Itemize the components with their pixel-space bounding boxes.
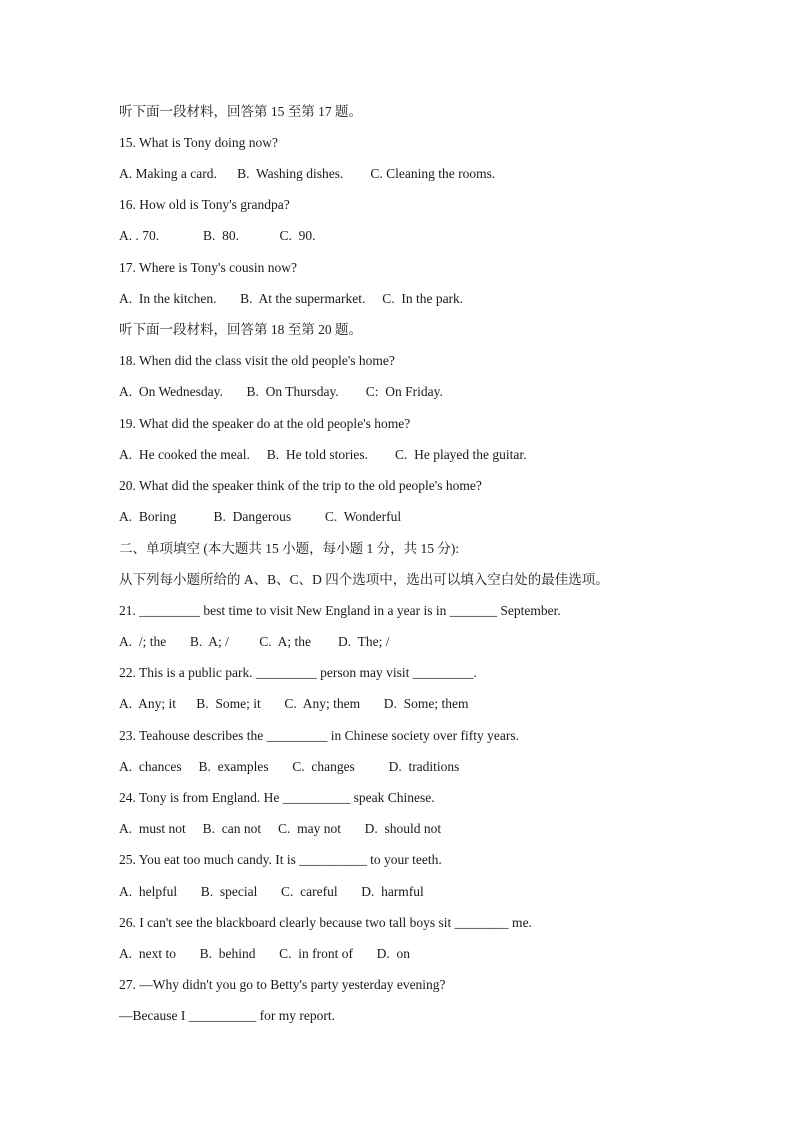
options-15: A. Making a card. B. Washing dishes. C. Cleaning the rooms. xyxy=(119,166,496,181)
options-17: A. In the kitchen. B. At the supermarket. C. In the park. xyxy=(119,291,464,306)
question-27: 27. —Why didn't you go to Betty's party yesterday evening? xyxy=(119,977,446,992)
options-22: A. Any; it B. Some; it C. Any; them D. Some; them xyxy=(119,696,469,711)
question-23: 23. Teahouse describes the _________ in Chinese society over fifty years. xyxy=(119,728,519,743)
question-26: 26. I can't see the blackboard clearly because two tall boys sit ________ me. xyxy=(119,915,532,930)
question-20: 20. What did the speaker think of the trip to the old people's home? xyxy=(119,478,482,493)
options-19: A. He cooked the meal. B. He told stories. C. He played the guitar. xyxy=(119,447,527,462)
options-20: A. Boring B. Dangerous C. Wonderful xyxy=(119,509,402,524)
options-26: A. next to B. behind C. in front of D. on xyxy=(119,946,410,961)
options-21: A. /; the B. A; / C. A; the D. The; / xyxy=(119,634,390,649)
question-17: 17. Where is Tony's cousin now? xyxy=(119,260,297,275)
question-25: 25. You eat too much candy. It is __________ to your teeth. xyxy=(119,852,442,867)
section-instruction-15-17: 听下面一段材料，回答第 15 至第 17 题。 xyxy=(119,104,362,119)
question-22: 22. This is a public park. _________ person may visit _________. xyxy=(119,665,477,680)
options-23: A. chances B. examples C. changes D. traditions xyxy=(119,759,460,774)
question-15: 15. What is Tony doing now? xyxy=(119,135,279,150)
options-24: A. must not B. can not C. may not D. should not xyxy=(119,821,442,836)
section-instruction-single-choice: 从下列每小题所给的 A、B、C、D 四个选项中，选出可以填入空白处的最佳选项。 xyxy=(119,572,609,587)
options-16: A. . 70. B. 80. C. 90. xyxy=(119,228,316,243)
section-heading-single-choice: 二、单项填空 (本大题共 15 小题，每小题 1 分，共 15 分): xyxy=(119,541,460,556)
question-21: 21. _________ best time to visit New England in a year is in _______ September. xyxy=(119,603,561,618)
question-27-response: —Because I __________ for my report. xyxy=(119,1008,335,1023)
section-instruction-18-20: 听下面一段材料，回答第 18 至第 20 题。 xyxy=(119,322,362,337)
options-18: A. On Wednesday. B. On Thursday. C: On Friday. xyxy=(119,384,443,399)
question-24: 24. Tony is from England. He __________ speak Chinese. xyxy=(119,790,435,805)
question-19: 19. What did the speaker do at the old people's home? xyxy=(119,416,411,431)
options-25: A. helpful B. special C. careful D. harmful xyxy=(119,884,424,899)
question-18: 18. When did the class visit the old people's home? xyxy=(119,353,395,368)
question-16: 16. How old is Tony's grandpa? xyxy=(119,197,290,212)
